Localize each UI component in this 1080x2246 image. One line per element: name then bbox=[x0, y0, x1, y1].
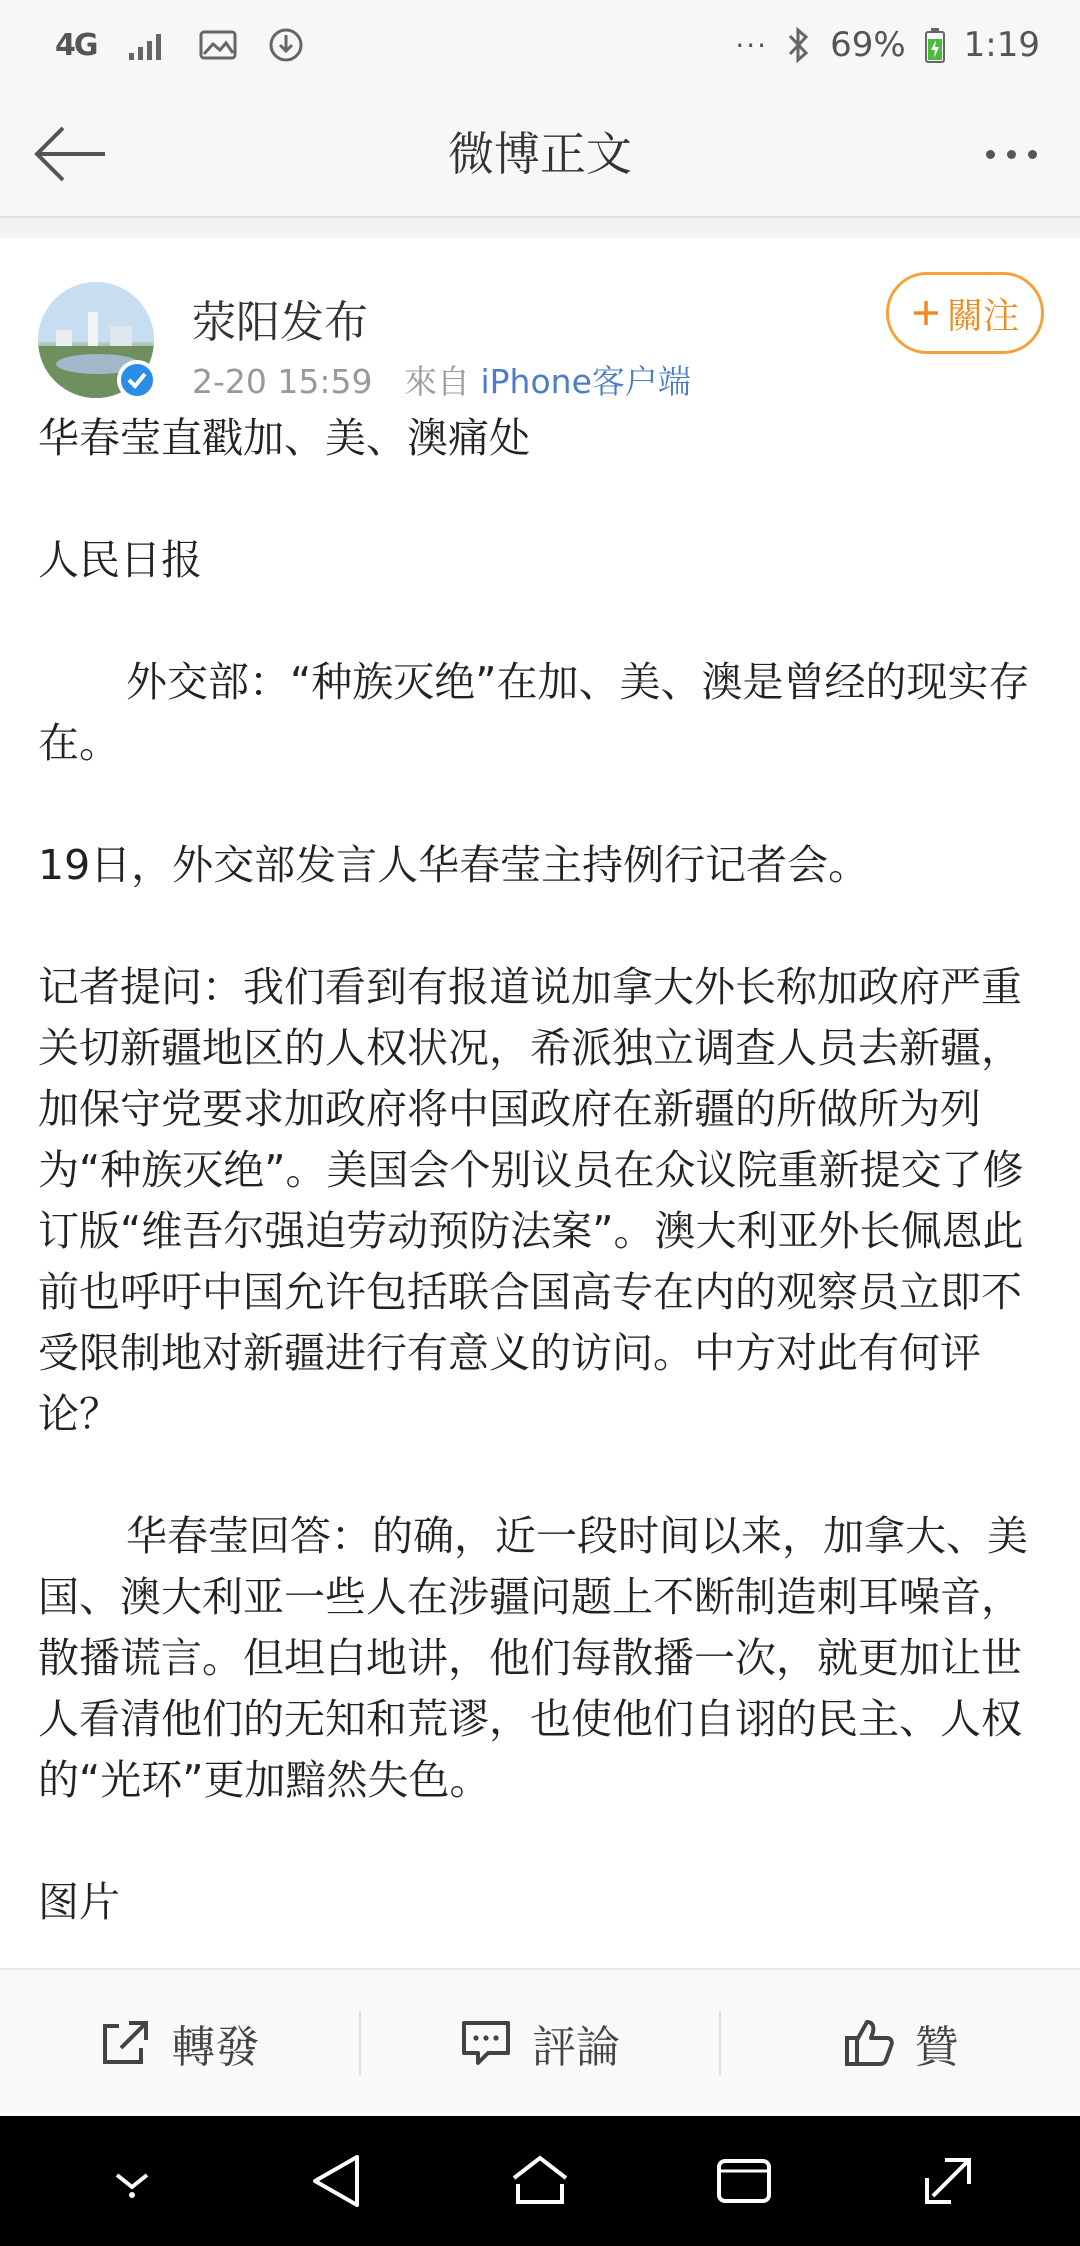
post-source-link[interactable]: iPhone客户端 bbox=[480, 362, 691, 401]
status-bar bbox=[0, 0, 1080, 90]
post-image-label: 图片 bbox=[38, 1878, 120, 1926]
more-notifications-indicator: ··· bbox=[735, 28, 769, 62]
chevron-down-icon bbox=[109, 2161, 155, 2201]
comment-label: 評論 bbox=[532, 2022, 620, 2073]
post-body bbox=[38, 408, 1048, 1933]
post-paragraph: 记者提问：我们看到有报道说加拿大外长称加政府严重关切新疆地区的人权状况，希派独立调查人员去新疆，加保守党要求加政府将中国政府在新疆的所做所为列为“种族灭绝”。美国会个别议员在众议院重新提交了修订版“维吾尔强迫劳动预防法案”。澳大利亚外长佩恩此前也呼吁中国允许包括联合国高专在内的观察员立即不受限制地对新疆进行有意义的访问。中方对此有何评论？ bbox=[38, 963, 1024, 1438]
plus-icon bbox=[911, 298, 941, 328]
author-row bbox=[0, 238, 1080, 408]
battery-charging-icon bbox=[924, 27, 946, 63]
post-paragraph: 华春莹回答：的确，近一段时间以来，加拿大、美国、澳大利亚一些人在涉疆问题上不断制造刺耳噪音，散播谎言。但坦白地讲，他们每散播一次，就更加让世人看清他们的无知和荒谬，也使他们自诩的民主、人权的“光环”更加黯然失色。 bbox=[38, 1512, 1028, 1804]
like-button[interactable] bbox=[721, 1969, 1080, 2117]
comment-icon bbox=[460, 2019, 512, 2067]
follow-label: 關注 bbox=[946, 295, 1019, 337]
page-title: 微博正文 bbox=[448, 127, 632, 181]
more-dot-icon bbox=[1007, 150, 1016, 159]
top-navigation-bar bbox=[0, 90, 1080, 218]
update-download-icon bbox=[267, 26, 305, 64]
bluetooth-icon bbox=[786, 26, 812, 64]
author-name[interactable]: 荥阳发布 bbox=[192, 297, 368, 348]
expand-arrow-icon bbox=[921, 2154, 975, 2208]
system-navigation-bar bbox=[0, 2116, 1080, 2246]
nav-expand-button[interactable] bbox=[893, 2126, 1003, 2236]
signal-icon bbox=[127, 29, 169, 61]
nav-back-button[interactable] bbox=[281, 2126, 391, 2236]
more-dot-icon bbox=[1028, 150, 1037, 159]
more-options-button[interactable] bbox=[966, 124, 1056, 184]
post-source-outlet: 人民日报 bbox=[38, 536, 202, 584]
nav-home-button[interactable] bbox=[485, 2126, 595, 2236]
source-prefix: 來自 bbox=[403, 362, 470, 401]
post-paragraph: 19日，外交部发言人华春莹主持例行记者会。 bbox=[38, 841, 870, 889]
nav-recents-button[interactable] bbox=[689, 2126, 799, 2236]
verified-badge-icon bbox=[117, 360, 157, 400]
more-dot-icon bbox=[986, 150, 995, 159]
repost-label: 轉發 bbox=[171, 2022, 260, 2073]
follow-button[interactable] bbox=[886, 272, 1044, 354]
comment-button[interactable] bbox=[361, 1969, 720, 2117]
network-type-indicator: 4G bbox=[55, 27, 97, 63]
hide-nav-bar-button[interactable] bbox=[77, 2126, 187, 2236]
post-paragraph: 外交部：“种族灭绝”在加、美、澳是曾经的现实存在。 bbox=[38, 658, 1030, 767]
post-card bbox=[0, 238, 1080, 1968]
like-label: 贊 bbox=[914, 2022, 959, 2073]
post-meta bbox=[192, 356, 691, 403]
thumbs-up-icon bbox=[843, 2018, 895, 2068]
post-timestamp: 2-20 15:59 bbox=[192, 362, 373, 401]
post-headline: 华春莹直戳加、美、澳痛处 bbox=[38, 414, 530, 462]
gallery-notification-icon bbox=[199, 29, 237, 61]
recents-icon bbox=[715, 2157, 773, 2205]
back-triangle-icon bbox=[309, 2152, 363, 2210]
repost-button[interactable] bbox=[0, 1969, 359, 2117]
home-icon bbox=[510, 2154, 570, 2208]
battery-percentage: 69% bbox=[830, 25, 906, 65]
repost-icon bbox=[99, 2018, 151, 2068]
post-action-bar bbox=[0, 1968, 1080, 2116]
clock: 1:19 bbox=[963, 25, 1040, 65]
